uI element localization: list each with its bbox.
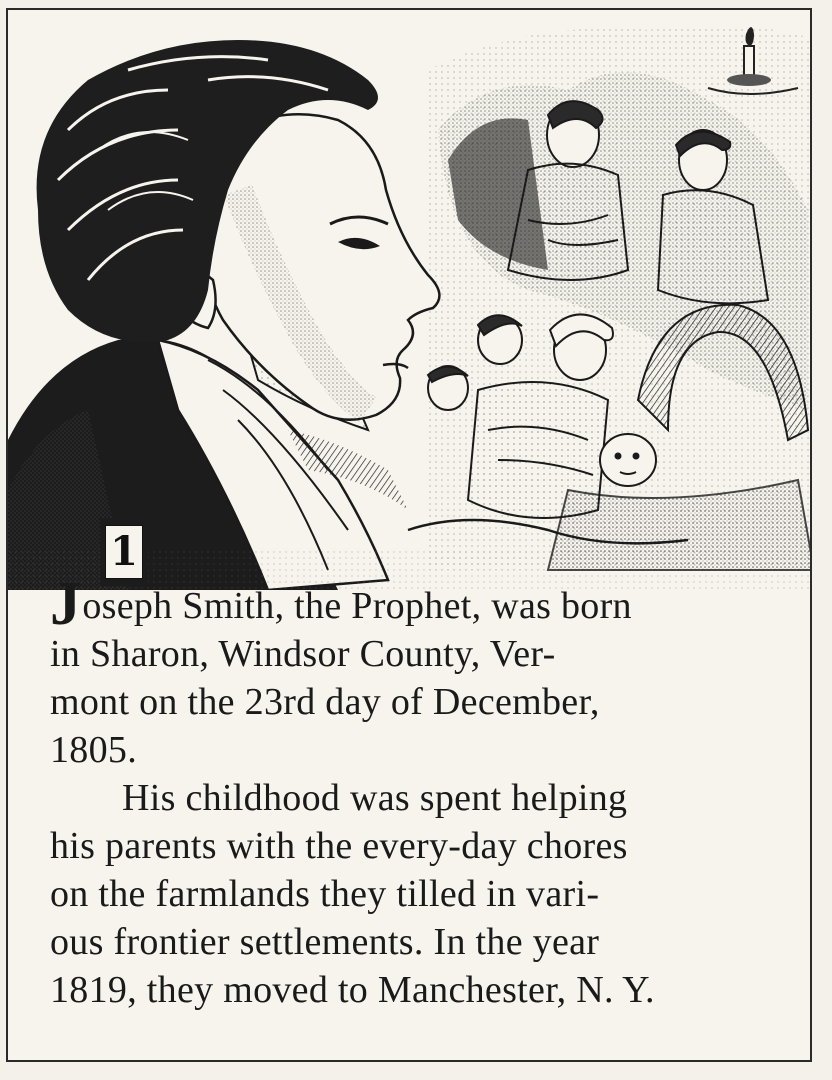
paragraph2-line5 (50, 966, 790, 1014)
paragraph2-line-text: his parents with the every-day chores (50, 825, 628, 867)
paragraph2-line-text: His childhood was spent helping (122, 777, 628, 819)
paragraph2-line1 (50, 774, 790, 822)
paragraph1-line1 (50, 570, 790, 638)
paragraph1-line-text: 1805. (50, 729, 137, 771)
paragraph2-line-text: on the farmlands they tilled in vari- (50, 873, 600, 915)
paragraph2-line4 (50, 918, 790, 966)
line-wrap (50, 570, 632, 638)
paragraph1-line4 (50, 726, 790, 774)
paragraph1-line-text: in Sharon, Windsor County, Ver- (50, 633, 556, 675)
panel-number-box (100, 518, 148, 586)
paragraph1-line-text: oseph Smith, the Prophet, was born (82, 585, 632, 627)
drop-cap: J (50, 570, 82, 638)
paragraph2-line3 (50, 870, 790, 918)
paragraph1-line3 (50, 678, 790, 726)
paragraph1-line-text: mont on the 23rd day of December, (50, 681, 600, 723)
text-block (50, 570, 790, 1014)
paragraph2-line-text: 1819, they moved to Manchester, N. Y. (50, 969, 655, 1011)
page-frame (6, 8, 812, 1062)
panel-number: 1 (105, 525, 143, 579)
portrait (8, 40, 439, 590)
illustration (8, 10, 812, 590)
paragraph1-line2 (50, 630, 790, 678)
paragraph2-line2 (50, 822, 790, 870)
paragraph2-line-text: ous frontier settlements. In the year (50, 921, 600, 963)
